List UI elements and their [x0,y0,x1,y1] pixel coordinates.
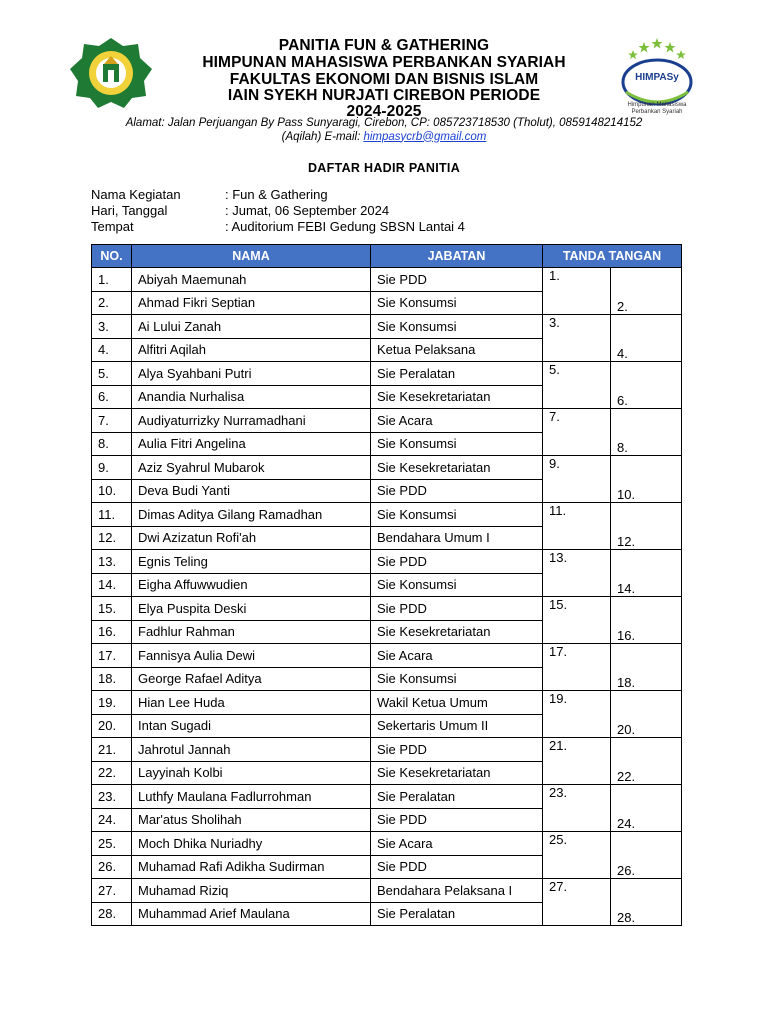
header-line-faculty: FAKULTAS EKONOMI DAN BISNIS ISLAM [229,71,539,88]
row-name: Ahmad Fikri Septian [132,291,371,315]
contact-line [92,131,676,145]
row-position: Sie Peralatan [371,362,543,386]
signature-cell[interactable]: 1. [543,268,611,315]
table-row [92,362,682,386]
signature-cell[interactable]: 14. [611,550,682,597]
row-number: 14. [92,573,132,597]
row-number: 20. [92,714,132,738]
header-tanda-tangan: TANDA TANGAN [543,245,682,268]
table-row [92,550,682,574]
signature-cell[interactable]: 13. [543,550,611,597]
row-position: Sie Kesekretariatan [371,456,543,480]
row-position: Sie PDD [371,268,543,292]
attendance-table [91,244,682,926]
row-position: Sie Kesekretariatan [371,620,543,644]
header-line-period: 2024-2025 [346,103,422,120]
himpasy-logo-text: HIMPASy [635,72,679,83]
row-number: 13. [92,550,132,574]
row-number: 16. [92,620,132,644]
row-name: Dimas Aditya Gilang Ramadhan [132,503,371,527]
header-jabatan: JABATAN [371,245,543,268]
row-number: 19. [92,691,132,715]
table-row [92,597,682,621]
signature-cell[interactable]: 25. [543,832,611,879]
signature-cell[interactable]: 19. [543,691,611,738]
info-value: : Jumat, 06 September 2024 [225,203,390,218]
row-number: 28. [92,902,132,926]
row-name: Mar'atus Sholihah [132,808,371,832]
signature-cell[interactable]: 7. [543,409,611,456]
table-row [92,879,682,903]
row-name: Anandia Nurhalisa [132,385,371,409]
info-label: Nama Kegiatan [91,187,181,202]
signature-cell[interactable]: 17. [543,644,611,691]
row-position: Sie Konsumsi [371,667,543,691]
row-name: Jahrotul Jannah [132,738,371,762]
row-number: 4. [92,338,132,362]
table-row [92,268,682,292]
row-number: 8. [92,432,132,456]
signature-cell[interactable]: 21. [543,738,611,785]
document-title: DAFTAR HADIR PANITIA [307,161,461,175]
contact-text: (Aqilah) E-mail: [281,130,364,143]
row-name: Egnis Teling [132,550,371,574]
signature-cell[interactable]: 12. [611,503,682,550]
table-row [92,409,682,433]
signature-cell[interactable]: 6. [611,362,682,409]
table-row [92,738,682,762]
signature-cell[interactable]: 27. [543,879,611,926]
row-position: Sie PDD [371,479,543,503]
row-position: Sie Kesekretariatan [371,761,543,785]
row-name: Aziz Syahrul Mubarok [132,456,371,480]
signature-cell[interactable]: 11. [543,503,611,550]
row-name: Dwi Azizatun Rofi'ah [132,526,371,550]
table-row [92,315,682,339]
row-number: 17. [92,644,132,668]
table-row [92,644,682,668]
row-name: Moch Dhika Nuriadhy [132,832,371,856]
row-number: 10. [92,479,132,503]
info-row-date [91,203,389,219]
row-number: 22. [92,761,132,785]
row-position: Sie Acara [371,409,543,433]
row-position: Sie Konsumsi [371,291,543,315]
row-number: 5. [92,362,132,386]
info-row-event [91,187,328,203]
header-line-committee: PANITIA FUN & GATHERING [278,37,490,54]
row-position: Bendahara Pelaksana I [371,879,543,903]
table-row [92,785,682,809]
info-label: Tempat [91,219,134,234]
info-label: Hari, Tanggal [91,203,168,218]
row-number: 27. [92,879,132,903]
himpasy-logo-caption: Himpunan Mahasiswa Perbankan Syariah [627,102,687,115]
row-position: Sie PDD [371,855,543,879]
row-name: Ai Lului Zanah [132,315,371,339]
row-position: Sie Peralatan [371,902,543,926]
signature-cell[interactable]: 2. [611,268,682,315]
row-position: Sie Peralatan [371,785,543,809]
row-name: Muhamad Riziq [132,879,371,903]
row-number: 23. [92,785,132,809]
row-position: Sie Konsumsi [371,432,543,456]
institution-logo-icon [68,36,154,110]
row-position: Sie Kesekretariatan [371,385,543,409]
row-number: 26. [92,855,132,879]
row-name: Deva Budi Yanti [132,479,371,503]
row-name: Abiyah Maemunah [132,268,371,292]
row-name: Muhammad Arief Maulana [132,902,371,926]
info-value: : Fun & Gathering [225,187,328,202]
address-block [92,117,676,144]
row-number: 21. [92,738,132,762]
row-name: Intan Sugadi [132,714,371,738]
signature-cell[interactable]: 26. [611,832,682,879]
signature-cell[interactable]: 3. [543,315,611,362]
row-number: 11. [92,503,132,527]
row-position: Sie Konsumsi [371,503,543,527]
row-position: Wakil Ketua Umum [371,691,543,715]
row-position: Sie PDD [371,597,543,621]
row-name: Elya Puspita Deski [132,597,371,621]
row-number: 12. [92,526,132,550]
address-line: Alamat: Jalan Perjuangan By Pass Sunyaragi, Cirebon, CP: 085723718530 (Tholut), 0859148214152 [125,117,643,129]
signature-cell[interactable]: 9. [543,456,611,503]
header-nama: NAMA [132,245,371,268]
row-name: Fannisya Aulia Dewi [132,644,371,668]
signature-cell[interactable]: 16. [611,597,682,644]
signature-cell[interactable]: 10. [611,456,682,503]
row-number: 9. [92,456,132,480]
row-name: Fadhlur Rahman [132,620,371,644]
email-link[interactable]: himpasycrb@gmail.com [363,130,487,143]
row-position: Sie Konsumsi [371,573,543,597]
row-name: Alya Syahbani Putri [132,362,371,386]
row-number: 18. [92,667,132,691]
signature-cell[interactable]: 23. [543,785,611,832]
signature-cell[interactable]: 20. [611,691,682,738]
row-number: 15. [92,597,132,621]
signature-cell[interactable]: 28. [611,879,682,926]
info-row-place [91,219,465,235]
row-number: 1. [92,268,132,292]
table-header-row [92,245,682,268]
row-position: Sekertaris Umum II [371,714,543,738]
himpasy-logo [614,36,700,118]
table-row [92,456,682,480]
row-number: 24. [92,808,132,832]
row-position: Sie PDD [371,808,543,832]
row-name: Muhamad Rafi Adikha Sudirman [132,855,371,879]
signature-cell[interactable]: 18. [611,644,682,691]
row-number: 2. [92,291,132,315]
signature-cell[interactable]: 22. [611,738,682,785]
table-row [92,832,682,856]
row-position: Sie Acara [371,644,543,668]
row-position: Sie PDD [371,738,543,762]
row-position: Bendahara Umum I [371,526,543,550]
row-name: Eigha Affuwwudien [132,573,371,597]
row-name: Alfitri Aqilah [132,338,371,362]
row-name: Luthfy Maulana Fadlurrohman [132,785,371,809]
signature-cell[interactable]: 24. [611,785,682,832]
row-position: Sie Konsumsi [371,315,543,339]
header-no: NO. [92,245,132,268]
row-name: George Rafael Aditya [132,667,371,691]
signature-cell[interactable]: 15. [543,597,611,644]
row-number: 3. [92,315,132,339]
header-line-association: HIMPUNAN MAHASISWA PERBANKAN SYARIAH [202,54,566,71]
row-name: Audiyaturrizky Nurramadhani [132,409,371,433]
table-row [92,503,682,527]
table-row [92,691,682,715]
row-number: 6. [92,385,132,409]
header-line-institution: IAIN SYEKH NURJATI CIREBON PERIODE [227,87,541,104]
row-position: Ketua Pelaksana [371,338,543,362]
row-number: 7. [92,409,132,433]
signature-cell[interactable]: 5. [543,362,611,409]
row-position: Sie Acara [371,832,543,856]
row-name: Layyinah Kolbi [132,761,371,785]
row-number: 25. [92,832,132,856]
signature-cell[interactable]: 4. [611,315,682,362]
row-name: Hian Lee Huda [132,691,371,715]
signature-cell[interactable]: 8. [611,409,682,456]
table-body [92,268,682,926]
info-value: : Auditorium FEBI Gedung SBSN Lantai 4 [225,219,465,234]
row-name: Aulia Fitri Angelina [132,432,371,456]
row-position: Sie PDD [371,550,543,574]
